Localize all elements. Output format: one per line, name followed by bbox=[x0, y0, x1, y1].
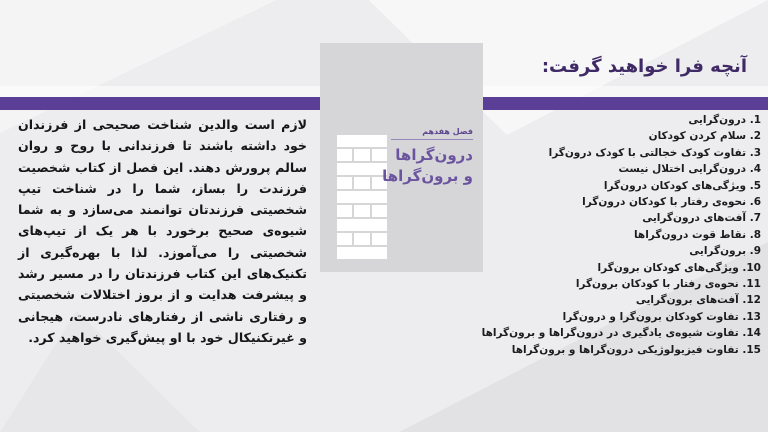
list-item: 15. تفاوت فیزیولوژیکی درون‌گراها و برون‌گراها bbox=[511, 343, 761, 356]
list-item: 14. تفاوت شیوه‌ی یادگیری در درون‌گراها و برون‌گراها bbox=[481, 327, 761, 340]
list-item: 1. درون‌گرایی bbox=[688, 114, 761, 126]
book-title-line1: درون‌گراها bbox=[395, 146, 473, 164]
list-item: 3. تفاوت کودک خجالتی با کودک درون‌گرا bbox=[548, 146, 761, 159]
book-title-line2: و برون‌گراها bbox=[382, 167, 473, 185]
list-item: 11. نحوه‌ی رفتار با کودکان برون‌گرا bbox=[575, 278, 761, 291]
list-item: 9. برون‌گرایی bbox=[689, 245, 761, 258]
learn-list bbox=[435, 112, 761, 358]
list-item: 10. ویژگی‌های کودکان برون‌گرا bbox=[597, 261, 761, 274]
list-item: 8. نقاط قوت درون‌گراها bbox=[633, 228, 761, 241]
brick-pattern-graphic bbox=[337, 135, 387, 259]
intro-paragraph: لازم است والدین شناخت صحیحی از فرزندان خود داشته باشند تا فرزندانی با روح و روان سالم پرورش دهند. این فصل از کتاب شخصیت فرزندت را بساز، شما را در شناخت تیپ شخصیتی فرزندتان توانمند می‌سازد و به شما شیوه‌ی صحیح برخورد با هر یک از تیپ‌های شخصیتی را می‌آموزد. لذا با بهره‌گیری از تکنیک‌های این کتاب فرزندتان را در مسیر رشد و پیشرفت هدایت و از بروز اختلالات شخصیتی و رفتاری ناشی از رفتارهای نادرست، هیجانی و غیرتکنیکال خود با او پیش‌گیری خواهید کرد. bbox=[18, 117, 307, 345]
list-item: 13. تفاوت کودکان برون‌گرا و درون‌گرا bbox=[562, 310, 761, 323]
list-item: 5. ویژگی‌های کودکان درون‌گرا bbox=[603, 179, 761, 192]
list-item: 6. نحوه‌ی رفتار با کودکان درون‌گرا bbox=[582, 196, 761, 209]
list-item: 2. سلام کردن کودکان bbox=[648, 130, 761, 143]
book-cover-image bbox=[320, 43, 483, 272]
list-item: 4. درون‌گرایی اختلال نیست bbox=[618, 163, 761, 176]
list-item: 7. آفت‌های درون‌گرایی bbox=[642, 212, 761, 225]
list-item: 12. آفت‌های برون‌گرایی bbox=[635, 294, 761, 307]
book-cover-text bbox=[382, 127, 473, 187]
book-chapter-label: فصل هفدهم bbox=[391, 127, 473, 140]
page-title: آنچه فرا خواهید گرفت: bbox=[541, 56, 747, 77]
